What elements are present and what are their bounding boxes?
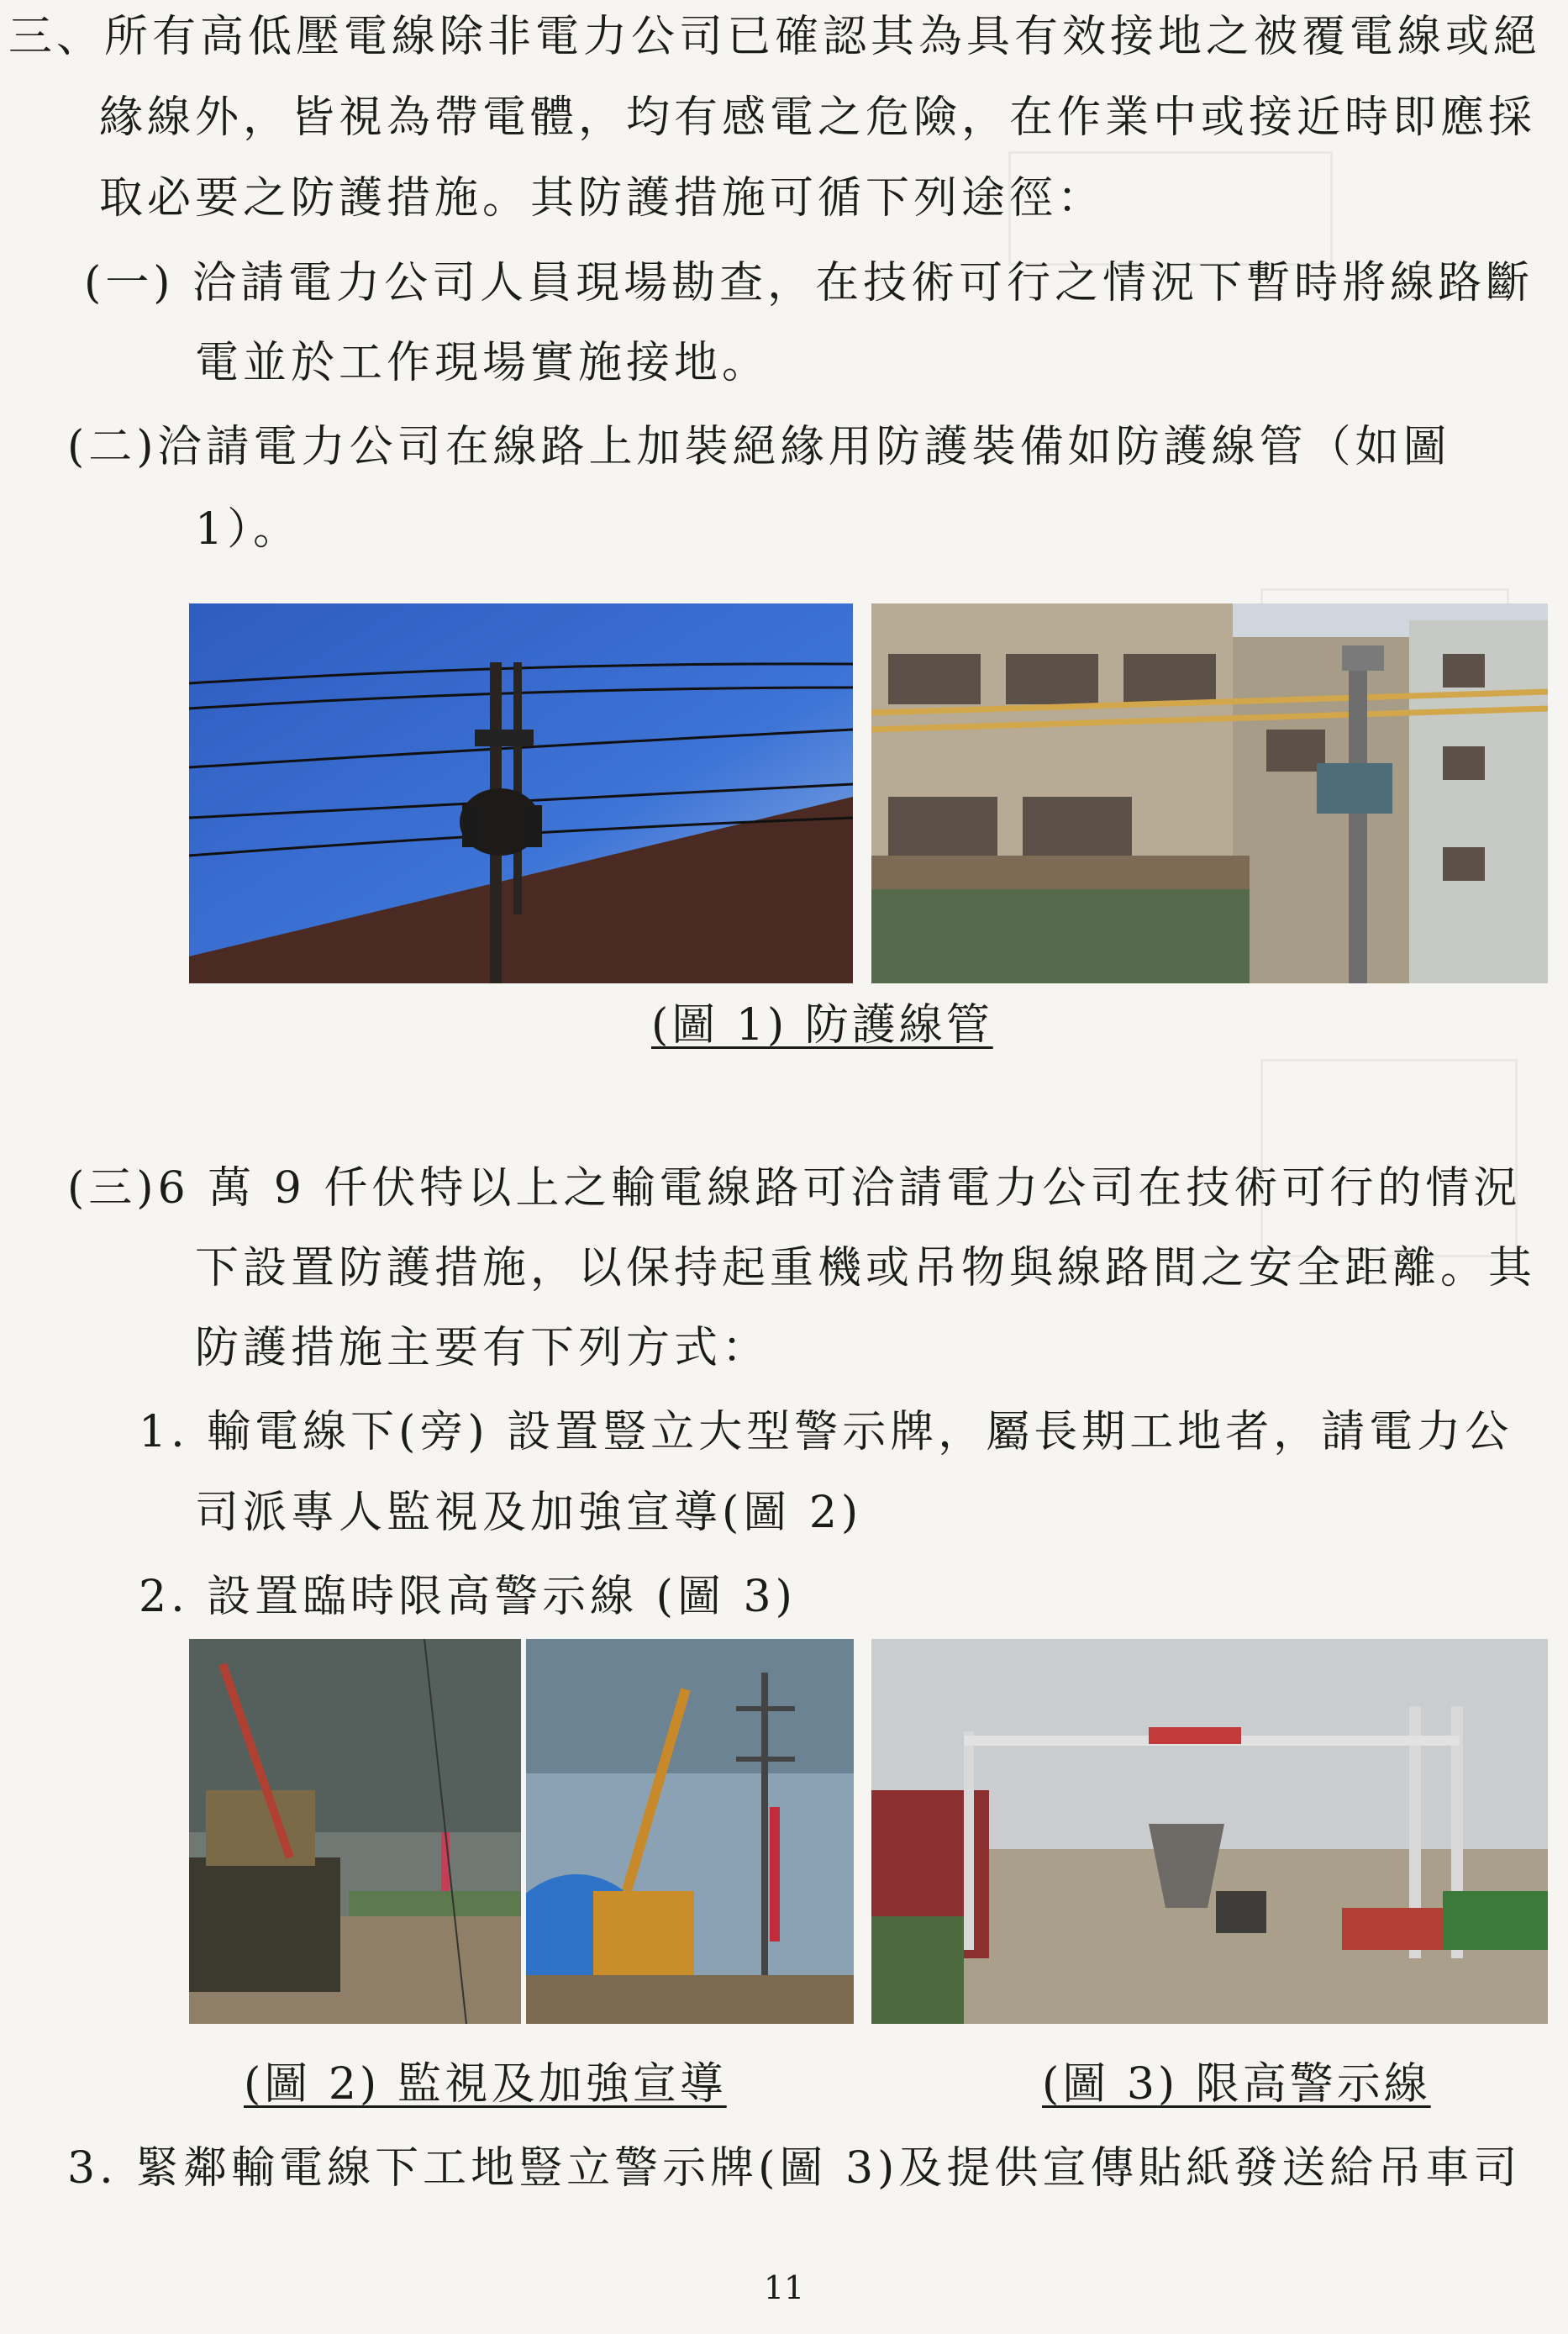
sub-item-line: 2. 設置臨時限高警示線 (圖 3) xyxy=(139,1572,797,1622)
list-item-line: (二)洽請電力公司在線路上加裝絕緣用防護裝備如防護線管（如圖 xyxy=(67,422,1451,472)
height-limit-gantry-image xyxy=(871,1639,1548,2024)
figure-3-photo xyxy=(871,1639,1548,2024)
figure-1-photo-left xyxy=(189,603,853,983)
transmission-tower-image xyxy=(526,1639,854,2024)
pole-sky-image xyxy=(189,603,853,983)
list-item-line: (一) 洽請電力公司人員現場勘查，在技術可行之情況下暫時將線路斷 xyxy=(84,258,1534,308)
apartment-pole-image xyxy=(871,603,1548,983)
crane-truck-image xyxy=(189,1639,521,2024)
figure-1-photo-right xyxy=(871,603,1548,983)
paragraph-line: 取必要之防護措施。其防護措施可循下列途徑： xyxy=(99,173,1106,224)
page-number: 11 xyxy=(763,2269,805,2306)
figure-2-photo-right xyxy=(526,1639,854,2024)
list-item-line: 1）。 xyxy=(195,504,302,555)
sub-item-line: 3. 緊鄰輸電線下工地豎立警示牌(圖 3)及提供宣傳貼紙發送給吊車司 xyxy=(67,2143,1522,2194)
sub-item-line: 司派專人監視及加強宣導(圖 2) xyxy=(195,1488,863,1538)
list-item-line: (三)6 萬 9 仟伏特以上之輸電線路可洽請電力公司在技術可行的情況 xyxy=(67,1163,1522,1214)
figure-2-caption: (圖 2) 監視及加強宣導 xyxy=(244,2059,727,2110)
list-item-line: 電並於工作現場實施接地。 xyxy=(195,338,771,388)
figure-1-caption: (圖 1) 防護線管 xyxy=(651,1000,993,1051)
list-item-line: 下設置防護措施，以保持起重機或吊物與線路間之安全距離。其 xyxy=(195,1243,1537,1293)
list-item-line: 防護措施主要有下列方式： xyxy=(195,1323,771,1373)
paragraph-line: 三、所有高低壓電線除非電力公司已確認其為具有效接地之被覆電線或絕 xyxy=(8,12,1542,62)
paragraph-line: 緣線外，皆視為帶電體，均有感電之危險，在作業中或接近時即應採 xyxy=(99,92,1537,143)
figure-2-photo-left xyxy=(189,1639,521,2024)
figure-3-caption: (圖 3) 限高警示線 xyxy=(1042,2059,1431,2110)
sub-item-line: 1. 輸電線下(旁) 設置豎立大型警示牌，屬長期工地者，請電力公 xyxy=(139,1407,1513,1457)
bleed-through-box xyxy=(1260,1059,1518,1257)
